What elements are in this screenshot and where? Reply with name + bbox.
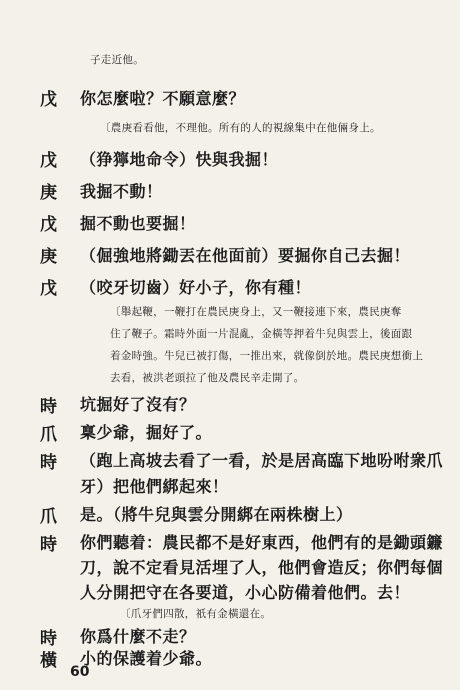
dialogue-line: 小的保護着少爺。 <box>80 649 213 668</box>
dialogue-line: 你們聽着：農民都不是好東西，他們有的是鋤頭鐮 <box>80 533 444 552</box>
speaker-label: 時 <box>40 453 57 473</box>
stage-direction: 〔爪牙們四散，祇有金橫還在。 <box>120 608 272 620</box>
dialogue-line: 稟少爺，掘好了。 <box>80 423 213 442</box>
dialogue-line: 牙）把他們綁起來！ <box>80 477 229 496</box>
dialogue-line: 刀，說不定看見活埋了人，他們會造反；你們每個 <box>80 558 444 577</box>
dialogue-line: （跑上高坡去看了一看，於是居高臨下地吩咐衆爪 <box>80 451 444 470</box>
dialogue-line: 是。（將牛兒與雲分開綁在兩株樹上） <box>80 505 353 524</box>
speaker-label: 時 <box>40 629 57 649</box>
dialogue-line: 人分開把守在各要道，小心防備着他們。去！ <box>80 583 411 602</box>
speaker-label: 時 <box>40 397 57 417</box>
speaker-label: 橫 <box>40 651 57 671</box>
dialogue-line: （狰獰地命令）快與我掘！ <box>80 150 279 169</box>
speaker-label: 戊 <box>40 279 57 299</box>
dialogue-line: 坑掘好了沒有？ <box>80 395 196 414</box>
page-number: 60 <box>70 664 90 680</box>
stage-direction: 去看，被洪老頭拉了他及農民辛走開了。 <box>110 372 305 384</box>
dialogue-line: 你怎麼啦？不願意麼？ <box>80 89 246 108</box>
stage-direction: 着金時強。牛兒已被打傷，一推出來，就像倒於地。農民庚想衝上 <box>110 350 424 362</box>
stage-direction: 住了鞭子。霜時外面一片混亂，金橫等押着牛兒與雲上，後面跟 <box>110 328 413 340</box>
speaker-label: 庚 <box>40 247 57 267</box>
stage-direction: 子走近他。 <box>90 54 144 66</box>
speaker-label: 戊 <box>40 90 57 110</box>
speaker-label: 戊 <box>40 151 57 171</box>
speaker-label: 爪 <box>40 425 57 445</box>
speaker-label: 爪 <box>40 507 57 527</box>
dialogue-line: 你爲什麼不走？ <box>80 627 196 646</box>
dialogue-line: （倔強地將鋤丟在他面前）要掘你自己去掘！ <box>80 246 411 265</box>
stage-direction: 〔舉起鞭，一鞭打在農民庚身上，又一鞭接連下來，農民庚奪 <box>110 306 402 318</box>
stage-direction: 〔農庚看看他，不理他。所有的人的視線集中在他倆身上。 <box>100 122 381 134</box>
speaker-label: 庚 <box>40 183 57 203</box>
dialogue-line: 我掘不動！ <box>80 182 163 201</box>
dialogue-line: （咬牙切齒）好小子，你有種！ <box>80 278 312 297</box>
speaker-label: 戊 <box>40 215 57 235</box>
speaker-label: 時 <box>40 535 57 555</box>
dialogue-line: 掘不動也要掘！ <box>80 214 196 233</box>
